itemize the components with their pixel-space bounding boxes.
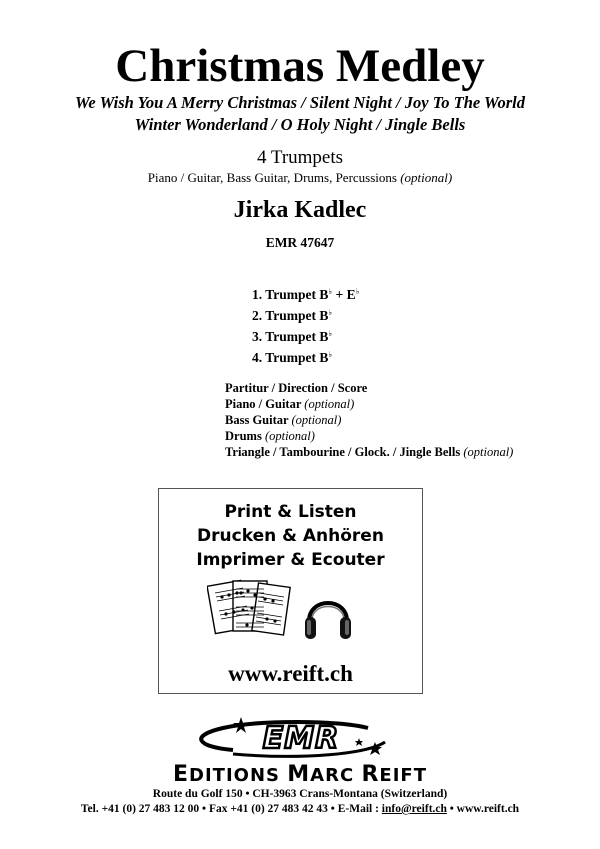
score-item: Bass Guitar (optional) [225, 413, 342, 427]
page-title: Christmas Medley [115, 40, 485, 92]
catalog-number: EMR 47647 [265, 235, 335, 250]
part-item: 1. Trumpet B♭ + E♭ [252, 287, 360, 302]
composer: Jirka Kadlec [233, 197, 367, 223]
promo-line-2: Drucken & Anhören [197, 526, 384, 546]
publisher-contact: Tel. +41 (0) 27 483 12 00 • Fax +41 (0) 27 483 42 43 • E-Mail : info@reift.ch • www.reift.ch [80, 803, 520, 815]
promo-line-3: Imprimer & Ecouter [196, 550, 385, 570]
accompaniment-text: Piano / Guitar, Bass Guitar, Drums, Percussions [147, 170, 397, 185]
score-item: Partitur / Direction / Score [225, 381, 368, 395]
accompaniment-optional: (optional) [400, 170, 453, 185]
print-listen-box[interactable] [158, 488, 423, 694]
promo-line-1: Print & Listen [224, 502, 357, 522]
promo-website[interactable]: www.reift.ch [228, 661, 353, 686]
publisher-name: EDITIONS MARC REIFT [173, 762, 427, 787]
headphones-icon [303, 589, 353, 643]
part-item: 3. Trumpet B♭ [252, 329, 333, 344]
score-contents-list [225, 380, 513, 460]
subtitle-line-2: Winter Wonderland / O Holy Night / Jingle Bells [134, 115, 466, 134]
email-link[interactable]: info@reift.ch [381, 803, 447, 815]
sheet-music-icon [207, 577, 291, 639]
part-item: 4. Trumpet B♭ [252, 350, 333, 365]
subtitle-line-1: We Wish You A Merry Christmas / Silent Night / Joy To The World [74, 93, 526, 112]
parts-list [252, 281, 359, 365]
part-item: 2. Trumpet B♭ [252, 308, 333, 323]
publisher-address: Route du Golf 150 • CH-3963 Crans-Montana (Switzerland) [152, 788, 448, 800]
emr-logo-icon [163, 714, 438, 762]
score-item: Triangle / Tambourine / Glock. / Jingle Bells (optional) [225, 445, 514, 459]
instrumentation: 4 Trumpets [256, 147, 344, 168]
score-item: Drums (optional) [225, 429, 315, 443]
svg-text:EMR: EMR [262, 721, 340, 756]
accompaniment [0, 170, 600, 186]
score-item: Piano / Guitar (optional) [225, 397, 355, 411]
